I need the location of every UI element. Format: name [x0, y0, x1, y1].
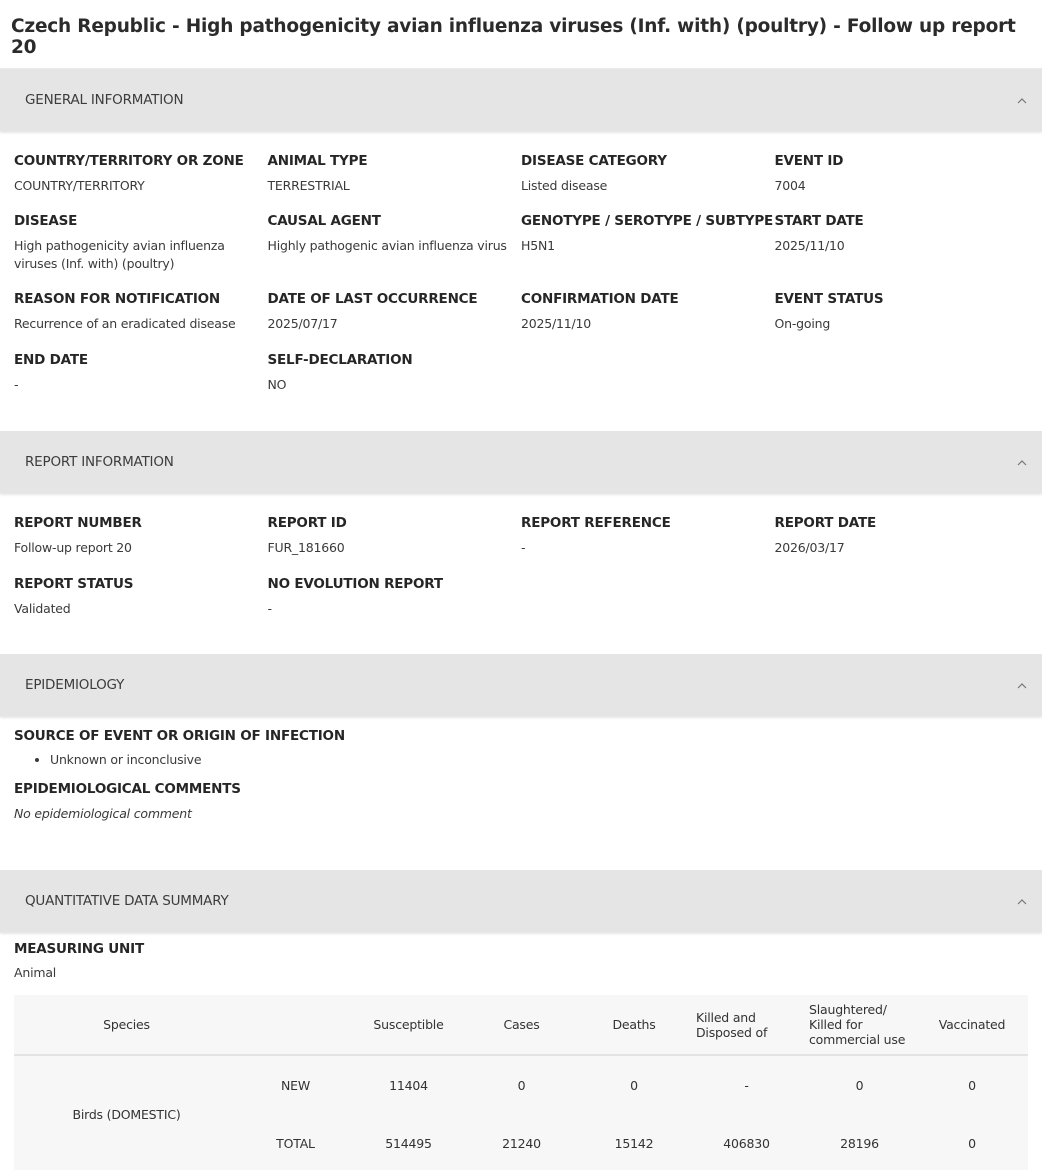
killed-cell: 406830 — [723, 1136, 770, 1151]
field-report-status: REPORT STATUS Validated — [14, 576, 134, 616]
slaughtered-cell: 0 — [855, 1077, 864, 1093]
table-header-row — [14, 995, 1028, 1055]
field-reason-notification: REASON FOR NOTIFICATION Recurrence of an eradicated disease — [14, 291, 236, 331]
epidemiological-comments-value: No epidemiological comment — [14, 806, 192, 821]
table-row — [14, 1055, 1028, 1114]
field-report-number: REPORT NUMBER Follow-up report 20 — [14, 515, 142, 555]
source-list — [50, 752, 1028, 767]
chevron-up-icon[interactable] — [1016, 456, 1028, 468]
vaccinated-cell: 0 — [968, 1136, 976, 1151]
deaths-cell: 0 — [630, 1077, 638, 1093]
cases-cell: 0 — [517, 1077, 526, 1093]
susceptible-cell: 11404 — [389, 1077, 428, 1093]
report-information-section — [0, 431, 1042, 654]
field-self-declaration: SELF-DECLARATION NO — [267, 352, 413, 392]
deaths-cell: 15142 — [614, 1136, 654, 1151]
field-genotype: GENOTYPE / SEROTYPE / SUBTYPE H5N1 — [521, 213, 774, 253]
measuring-unit-value: Animal — [14, 965, 57, 980]
field-report-id: REPORT ID FUR_181660 — [267, 515, 347, 555]
quantitative-data-header[interactable] — [0, 870, 1042, 932]
field-country-zone: COUNTRY/TERRITORY OR ZONE COUNTRY/TERRITORY — [14, 153, 244, 193]
field-start-date: START DATE 2025/11/10 — [774, 213, 864, 253]
row-type: TOTAL — [276, 1136, 315, 1151]
report-information-header[interactable] — [0, 431, 1042, 493]
header-deaths: Deaths — [578, 995, 690, 1055]
epidemiology-section — [0, 654, 1042, 870]
field-end-date: END DATE - — [14, 352, 88, 392]
field-disease: DISEASE High pathogenicity avian influenza viruses (Inf. with) (poultry) — [14, 213, 225, 271]
field-event-id: EVENT ID 7004 — [774, 153, 844, 193]
header-killed-disposed: Killed and Disposed of — [690, 995, 803, 1055]
species-cell: Birds (DOMESTIC) — [72, 1107, 181, 1122]
field-no-evolution-report: NO EVOLUTION REPORT - — [267, 576, 443, 616]
field-report-date: REPORT DATE 2026/03/17 — [774, 515, 877, 555]
field-animal-type: ANIMAL TYPE TERRESTRIAL — [267, 153, 368, 193]
section-title: EPIDEMIOLOGY — [25, 677, 125, 693]
vaccinated-cell: 0 — [968, 1077, 976, 1093]
list-item: • Unknown or inconclusive — [50, 752, 1028, 767]
quantitative-data-table — [14, 995, 1028, 1170]
cases-cell: 21240 — [502, 1136, 541, 1151]
header-susceptible: Susceptible — [352, 995, 465, 1055]
chevron-up-icon[interactable] — [1016, 895, 1028, 907]
epidemiological-comments-label: EPIDEMIOLOGICAL COMMENTS — [14, 781, 241, 797]
field-last-occurrence: DATE OF LAST OCCURRENCE 2025/07/17 — [267, 291, 478, 331]
header-vaccinated: Vaccinated — [916, 995, 1028, 1055]
section-title: GENERAL INFORMATION — [25, 92, 184, 108]
header-cases: Cases — [465, 995, 578, 1055]
quantitative-data-section — [0, 870, 1042, 1170]
susceptible-cell: 514495 — [385, 1136, 432, 1151]
field-disease-category: DISEASE CATEGORY Listed disease — [521, 153, 667, 193]
field-report-reference: REPORT REFERENCE - — [521, 515, 671, 555]
page-title: Czech Republic - High pathogenicity avian influenza viruses (Inf. with) (poultry) - Follow up report 20 — [0, 0, 1042, 69]
general-information-section — [0, 69, 1042, 431]
field-confirmation-date: CONFIRMATION DATE 2025/11/10 — [521, 291, 679, 331]
field-event-status: EVENT STATUS On-going — [774, 291, 884, 331]
header-species: Species — [14, 995, 239, 1055]
section-title: QUANTITATIVE DATA SUMMARY — [25, 893, 229, 909]
general-information-header[interactable] — [0, 69, 1042, 131]
row-type: NEW — [280, 1077, 310, 1093]
killed-cell: - — [744, 1077, 749, 1093]
source-of-event-label: SOURCE OF EVENT OR ORIGIN OF INFECTION — [14, 728, 345, 744]
chevron-up-icon[interactable] — [1016, 679, 1028, 691]
section-title: REPORT INFORMATION — [25, 454, 174, 470]
measuring-unit-label: MEASURING UNIT — [14, 941, 144, 957]
slaughtered-cell: 28196 — [840, 1136, 879, 1151]
field-causal-agent: CAUSAL AGENT Highly pathogenic avian influenza virus — [267, 213, 507, 253]
epidemiology-header[interactable] — [0, 654, 1042, 716]
header-slaughtered: Slaughtered/ Killed for commercial use — [803, 995, 916, 1055]
header-type — [239, 995, 352, 1055]
chevron-up-icon[interactable] — [1016, 94, 1028, 106]
